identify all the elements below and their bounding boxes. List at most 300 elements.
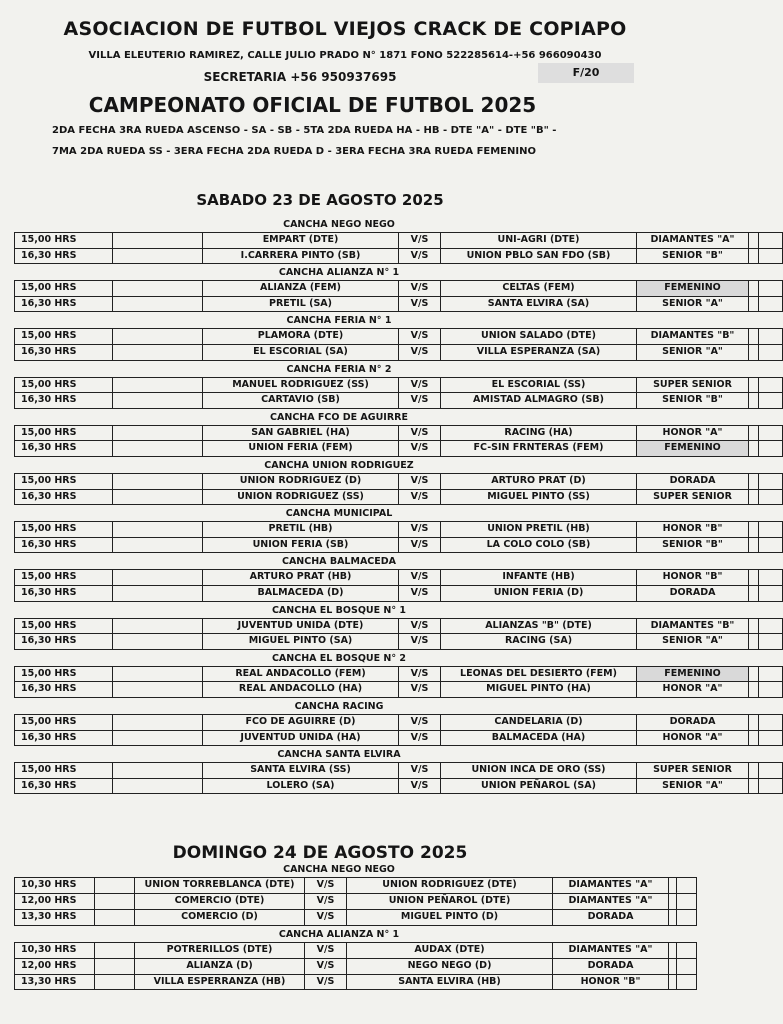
- match-time: 10,30 HRS: [15, 942, 95, 958]
- versus-label: V/S: [399, 763, 441, 779]
- blank-cell: [113, 570, 203, 586]
- blank-cell: [113, 377, 203, 393]
- away-team: NEGO NEGO (D): [347, 958, 553, 974]
- match-row: [15, 893, 697, 909]
- blank-cell: [677, 942, 697, 958]
- away-team: UNION PRETIL (HB): [441, 522, 637, 538]
- match-time: 16,30 HRS: [15, 441, 113, 457]
- match-category: SENIOR "A": [637, 634, 749, 650]
- home-team: COMERCIO (DTE): [135, 893, 305, 909]
- away-team: UNION SALADO (DTE): [441, 329, 637, 345]
- blank-cell: [749, 393, 759, 409]
- championship-title: CAMPEONATO OFICIAL DE FUTBOL 2025: [88, 93, 537, 117]
- blank-cell: [749, 377, 759, 393]
- away-team: UNION INCA DE ORO (SS): [441, 763, 637, 779]
- match-table: [14, 942, 697, 991]
- organization-title: ASOCIACION DE FUTBOL VIEJOS CRACK DE COPIAPO: [63, 18, 627, 40]
- match-row: [15, 909, 697, 925]
- blank-cell: [677, 958, 697, 974]
- match-row: [15, 715, 783, 731]
- document-code: F/20: [538, 63, 634, 83]
- blank-cell: [677, 878, 697, 894]
- match-category: HONOR "B": [637, 522, 749, 538]
- blank-cell: [669, 958, 677, 974]
- match-category: HONOR "A": [637, 730, 749, 746]
- blank-cell: [677, 909, 697, 925]
- versus-label: V/S: [399, 441, 441, 457]
- match-category: DORADA: [637, 715, 749, 731]
- match-row: [15, 618, 783, 634]
- match-table: [14, 666, 783, 698]
- away-team: LEONAS DEL DESIERTO (FEM): [441, 666, 637, 682]
- blank-cell: [113, 425, 203, 441]
- match-category: HONOR "A": [637, 425, 749, 441]
- match-category: SENIOR "A": [637, 778, 749, 794]
- blank-cell: [749, 233, 759, 249]
- match-table: [14, 377, 783, 409]
- match-row: [15, 730, 783, 746]
- versus-label: V/S: [399, 715, 441, 731]
- match-time: 15,00 HRS: [15, 522, 113, 538]
- blank-cell: [113, 329, 203, 345]
- blank-cell: [759, 474, 783, 490]
- versus-label: V/S: [399, 666, 441, 682]
- description-line-1: 2DA FECHA 3RA RUEDA ASCENSO - SA - SB - 5TA 2DA RUEDA HA - HB - DTE "A" - DTE "B" -: [52, 125, 557, 136]
- away-team: INFANTE (HB): [441, 570, 637, 586]
- home-team: VILLA ESPERRANZA (HB): [135, 974, 305, 990]
- blank-cell: [95, 942, 135, 958]
- home-team: UNION TORREBLANCA (DTE): [135, 878, 305, 894]
- versus-label: V/S: [305, 942, 347, 958]
- match-time: 15,00 HRS: [15, 715, 113, 731]
- match-category: DIAMANTES "A": [553, 893, 669, 909]
- match-row: [15, 778, 783, 794]
- home-team: POTRERILLOS (DTE): [135, 942, 305, 958]
- blank-cell: [669, 974, 677, 990]
- venue-heading: CANCHA FCO DE AGUIRRE: [270, 411, 408, 423]
- match-time: 15,00 HRS: [15, 377, 113, 393]
- home-team: FCO DE AGUIRRE (D): [203, 715, 399, 731]
- match-time: 13,30 HRS: [15, 909, 95, 925]
- match-time: 12,00 HRS: [15, 958, 95, 974]
- home-team: JUVENTUD UNIDA (DTE): [203, 618, 399, 634]
- match-time: 15,00 HRS: [15, 425, 113, 441]
- blank-cell: [669, 878, 677, 894]
- blank-cell: [95, 958, 135, 974]
- blank-cell: [759, 682, 783, 698]
- match-table: [14, 328, 783, 360]
- blank-cell: [113, 618, 203, 634]
- versus-label: V/S: [399, 296, 441, 312]
- away-team: RACING (SA): [441, 634, 637, 650]
- away-team: AMISTAD ALMAGRO (SB): [441, 393, 637, 409]
- blank-cell: [113, 248, 203, 264]
- home-team: ALIANZA (FEM): [203, 281, 399, 297]
- away-team: MIGUEL PINTO (D): [347, 909, 553, 925]
- match-category: FEMENINO: [637, 441, 749, 457]
- blank-cell: [759, 715, 783, 731]
- match-row: [15, 393, 783, 409]
- blank-cell: [113, 715, 203, 731]
- versus-label: V/S: [399, 425, 441, 441]
- blank-cell: [749, 489, 759, 505]
- versus-label: V/S: [399, 537, 441, 553]
- venue-heading: CANCHA BALMACEDA: [281, 556, 396, 568]
- blank-cell: [113, 296, 203, 312]
- blank-cell: [759, 393, 783, 409]
- match-row: [15, 570, 783, 586]
- versus-label: V/S: [399, 778, 441, 794]
- home-team: EMPART (DTE): [203, 233, 399, 249]
- versus-label: V/S: [399, 233, 441, 249]
- away-team: RACING (HA): [441, 425, 637, 441]
- home-team: UNION RODRIGUEZ (D): [203, 474, 399, 490]
- blank-cell: [749, 296, 759, 312]
- match-category: SENIOR "B": [637, 393, 749, 409]
- match-row: [15, 682, 783, 698]
- match-table: [14, 232, 783, 264]
- match-row: [15, 344, 783, 360]
- blank-cell: [113, 441, 203, 457]
- match-category: HONOR "B": [637, 570, 749, 586]
- match-category: DORADA: [553, 958, 669, 974]
- match-time: 16,30 HRS: [15, 248, 113, 264]
- blank-cell: [759, 425, 783, 441]
- match-category: HONOR "B": [553, 974, 669, 990]
- versus-label: V/S: [399, 682, 441, 698]
- match-category: HONOR "A": [637, 682, 749, 698]
- venue-heading: CANCHA EL BOSQUE N° 2: [271, 652, 407, 664]
- match-category: DIAMANTES "B": [637, 618, 749, 634]
- blank-cell: [113, 393, 203, 409]
- blank-cell: [749, 715, 759, 731]
- address-line: VILLA ELEUTERIO RAMIREZ, CALLE JULIO PRADO N° 1871 FONO 522285614-+56 966090430: [88, 50, 602, 61]
- match-category: SENIOR "A": [637, 296, 749, 312]
- match-table: [14, 280, 783, 312]
- blank-cell: [749, 344, 759, 360]
- venue-heading: CANCHA MUNICIPAL: [285, 508, 393, 520]
- match-row: [15, 296, 783, 312]
- match-category: SENIOR "B": [637, 537, 749, 553]
- match-category: FEMENINO: [637, 666, 749, 682]
- blank-cell: [113, 281, 203, 297]
- blank-cell: [759, 377, 783, 393]
- match-category: SUPER SENIOR: [637, 489, 749, 505]
- venue-heading: CANCHA ALIANZA N° 1: [278, 267, 400, 279]
- versus-label: V/S: [399, 344, 441, 360]
- blank-cell: [749, 537, 759, 553]
- match-table: [14, 877, 697, 926]
- home-team: UNION RODRIGUEZ (SS): [203, 489, 399, 505]
- venue-heading: CANCHA ALIANZA N° 1: [278, 928, 400, 940]
- blank-cell: [113, 474, 203, 490]
- home-team: LOLERO (SA): [203, 778, 399, 794]
- versus-label: V/S: [399, 489, 441, 505]
- home-team: PLAMORA (DTE): [203, 329, 399, 345]
- blank-cell: [113, 344, 203, 360]
- venue-heading: CANCHA SANTA ELVIRA: [277, 749, 401, 761]
- blank-cell: [749, 778, 759, 794]
- blank-cell: [749, 730, 759, 746]
- match-category: DIAMANTES "A": [553, 878, 669, 894]
- home-team: REAL ANDACOLLO (FEM): [203, 666, 399, 682]
- home-team: PRETIL (SA): [203, 296, 399, 312]
- home-team: EL ESCORIAL (SA): [203, 344, 399, 360]
- match-table: [14, 714, 783, 746]
- day-title: DOMINGO 24 DE AGOSTO 2025: [172, 843, 468, 863]
- blank-cell: [759, 634, 783, 650]
- match-row: [15, 666, 783, 682]
- versus-label: V/S: [399, 393, 441, 409]
- versus-label: V/S: [305, 878, 347, 894]
- venue-heading: CANCHA FERIA N° 1: [286, 315, 392, 327]
- away-team: EL ESCORIAL (SS): [441, 377, 637, 393]
- blank-cell: [759, 618, 783, 634]
- blank-cell: [759, 233, 783, 249]
- blank-cell: [759, 489, 783, 505]
- match-category: DORADA: [637, 585, 749, 601]
- blank-cell: [677, 974, 697, 990]
- blank-cell: [113, 763, 203, 779]
- match-time: 15,00 HRS: [15, 233, 113, 249]
- home-team: UNION FERIA (FEM): [203, 441, 399, 457]
- blank-cell: [759, 778, 783, 794]
- away-team: BALMACEDA (HA): [441, 730, 637, 746]
- blank-cell: [759, 763, 783, 779]
- match-row: [15, 585, 783, 601]
- versus-label: V/S: [305, 974, 347, 990]
- match-row: [15, 441, 783, 457]
- match-time: 15,00 HRS: [15, 329, 113, 345]
- match-table: [14, 425, 783, 457]
- venue-heading: CANCHA EL BOSQUE N° 1: [271, 604, 407, 616]
- blank-cell: [759, 537, 783, 553]
- match-row: [15, 489, 783, 505]
- venue-heading: CANCHA UNION RODRIGUEZ: [264, 460, 414, 471]
- blank-cell: [749, 618, 759, 634]
- match-table: [14, 473, 783, 505]
- venue-heading: CANCHA NEGO NEGO: [283, 219, 395, 230]
- home-team: MIGUEL PINTO (SA): [203, 634, 399, 650]
- home-team: SAN GABRIEL (HA): [203, 425, 399, 441]
- venue-heading: CANCHA RACING: [294, 701, 384, 712]
- match-table: [14, 762, 783, 794]
- match-row: [15, 537, 783, 553]
- match-row: [15, 425, 783, 441]
- blank-cell: [759, 441, 783, 457]
- blank-cell: [669, 909, 677, 925]
- blank-cell: [669, 942, 677, 958]
- versus-label: V/S: [399, 281, 441, 297]
- match-time: 16,30 HRS: [15, 634, 113, 650]
- blank-cell: [677, 893, 697, 909]
- blank-cell: [749, 666, 759, 682]
- match-row: [15, 878, 697, 894]
- match-table: [14, 521, 783, 553]
- match-category: SENIOR "A": [637, 344, 749, 360]
- match-row: [15, 942, 697, 958]
- away-team: AUDAX (DTE): [347, 942, 553, 958]
- blank-cell: [113, 730, 203, 746]
- home-team: ALIANZA (D): [135, 958, 305, 974]
- match-row: [15, 974, 697, 990]
- versus-label: V/S: [399, 522, 441, 538]
- match-time: 16,30 HRS: [15, 585, 113, 601]
- blank-cell: [95, 974, 135, 990]
- match-table: [14, 618, 783, 650]
- match-category: SENIOR "B": [637, 248, 749, 264]
- match-table: [14, 569, 783, 601]
- blank-cell: [749, 329, 759, 345]
- versus-label: V/S: [399, 248, 441, 264]
- match-time: 16,30 HRS: [15, 778, 113, 794]
- day-title: SABADO 23 DE AGOSTO 2025: [196, 191, 444, 209]
- versus-label: V/S: [399, 474, 441, 490]
- match-category: DIAMANTES "A": [553, 942, 669, 958]
- blank-cell: [759, 570, 783, 586]
- blank-cell: [759, 344, 783, 360]
- blank-cell: [749, 570, 759, 586]
- versus-label: V/S: [399, 618, 441, 634]
- versus-label: V/S: [399, 570, 441, 586]
- venue-heading: CANCHA NEGO NEGO: [283, 864, 395, 875]
- home-team: SANTA ELVIRA (SS): [203, 763, 399, 779]
- match-row: [15, 634, 783, 650]
- venue-heading: CANCHA FERIA N° 2: [286, 363, 392, 375]
- match-category: SUPER SENIOR: [637, 763, 749, 779]
- match-time: 15,00 HRS: [15, 763, 113, 779]
- home-team: BALMACEDA (D): [203, 585, 399, 601]
- blank-cell: [759, 296, 783, 312]
- away-team: UNION PEÑAROL (DTE): [347, 893, 553, 909]
- away-team: UNION PBLO SAN FDO (SB): [441, 248, 637, 264]
- secretary-line: SECRETARIA +56 950937695: [203, 70, 397, 84]
- away-team: MIGUEL PINTO (SS): [441, 489, 637, 505]
- blank-cell: [749, 634, 759, 650]
- blank-cell: [749, 522, 759, 538]
- versus-label: V/S: [399, 377, 441, 393]
- home-team: ARTURO PRAT (HB): [203, 570, 399, 586]
- blank-cell: [95, 878, 135, 894]
- match-row: [15, 763, 783, 779]
- blank-cell: [95, 909, 135, 925]
- blank-cell: [759, 281, 783, 297]
- versus-label: V/S: [305, 958, 347, 974]
- versus-label: V/S: [305, 909, 347, 925]
- blank-cell: [113, 489, 203, 505]
- home-team: REAL ANDACOLLO (HA): [203, 682, 399, 698]
- away-team: MIGUEL PINTO (HA): [441, 682, 637, 698]
- match-row: [15, 233, 783, 249]
- home-team: COMERCIO (D): [135, 909, 305, 925]
- match-time: 15,00 HRS: [15, 281, 113, 297]
- match-time: 15,00 HRS: [15, 666, 113, 682]
- match-time: 13,30 HRS: [15, 974, 95, 990]
- description-line-2: 7MA 2DA RUEDA SS - 3ERA FECHA 2DA RUEDA D - 3ERA FECHA 3RA RUEDA FEMENINO: [52, 146, 536, 157]
- away-team: UNION FERIA (D): [441, 585, 637, 601]
- blank-cell: [749, 248, 759, 264]
- match-time: 10,30 HRS: [15, 878, 95, 894]
- blank-cell: [113, 682, 203, 698]
- blank-cell: [759, 329, 783, 345]
- blank-cell: [749, 682, 759, 698]
- match-time: 16,30 HRS: [15, 730, 113, 746]
- versus-label: V/S: [399, 634, 441, 650]
- match-row: [15, 281, 783, 297]
- away-team: UNI-AGRI (DTE): [441, 233, 637, 249]
- home-team: I.CARRERA PINTO (SB): [203, 248, 399, 264]
- blank-cell: [113, 233, 203, 249]
- away-team: UNION PEÑAROL (SA): [441, 778, 637, 794]
- match-time: 16,30 HRS: [15, 296, 113, 312]
- blank-cell: [759, 730, 783, 746]
- home-team: CARTAVIO (SB): [203, 393, 399, 409]
- match-time: 16,30 HRS: [15, 393, 113, 409]
- blank-cell: [749, 281, 759, 297]
- blank-cell: [749, 585, 759, 601]
- blank-cell: [113, 585, 203, 601]
- blank-cell: [113, 537, 203, 553]
- blank-cell: [669, 893, 677, 909]
- blank-cell: [749, 425, 759, 441]
- match-time: 16,30 HRS: [15, 537, 113, 553]
- blank-cell: [113, 778, 203, 794]
- match-category: DIAMANTES "A": [637, 233, 749, 249]
- match-row: [15, 329, 783, 345]
- match-row: [15, 474, 783, 490]
- match-category: DORADA: [637, 474, 749, 490]
- blank-cell: [749, 441, 759, 457]
- blank-cell: [113, 522, 203, 538]
- blank-cell: [759, 248, 783, 264]
- match-category: DIAMANTES "B": [637, 329, 749, 345]
- blank-cell: [759, 585, 783, 601]
- away-team: CELTAS (FEM): [441, 281, 637, 297]
- versus-label: V/S: [305, 893, 347, 909]
- blank-cell: [113, 634, 203, 650]
- away-team: FC-SIN FRNTERAS (FEM): [441, 441, 637, 457]
- match-category: FEMENINO: [637, 281, 749, 297]
- away-team: LA COLO COLO (SB): [441, 537, 637, 553]
- blank-cell: [749, 763, 759, 779]
- match-time: 15,00 HRS: [15, 618, 113, 634]
- match-row: [15, 248, 783, 264]
- match-time: 16,30 HRS: [15, 682, 113, 698]
- home-team: PRETIL (HB): [203, 522, 399, 538]
- blank-cell: [113, 666, 203, 682]
- home-team: UNION FERIA (SB): [203, 537, 399, 553]
- away-team: ALIANZAS "B" (DTE): [441, 618, 637, 634]
- match-time: 15,00 HRS: [15, 570, 113, 586]
- blank-cell: [95, 893, 135, 909]
- home-team: JUVENTUD UNIDA (HA): [203, 730, 399, 746]
- versus-label: V/S: [399, 730, 441, 746]
- match-time: 16,30 HRS: [15, 344, 113, 360]
- away-team: VILLA ESPERANZA (SA): [441, 344, 637, 360]
- blank-cell: [759, 666, 783, 682]
- home-team: MANUEL RODRIGUEZ (SS): [203, 377, 399, 393]
- away-team: SANTA ELVIRA (HB): [347, 974, 553, 990]
- match-row: [15, 377, 783, 393]
- match-category: DORADA: [553, 909, 669, 925]
- away-team: CANDELARIA (D): [441, 715, 637, 731]
- match-time: 16,30 HRS: [15, 489, 113, 505]
- match-row: [15, 958, 697, 974]
- versus-label: V/S: [399, 585, 441, 601]
- match-time: 12,00 HRS: [15, 893, 95, 909]
- match-row: [15, 522, 783, 538]
- away-team: UNION RODRIGUEZ (DTE): [347, 878, 553, 894]
